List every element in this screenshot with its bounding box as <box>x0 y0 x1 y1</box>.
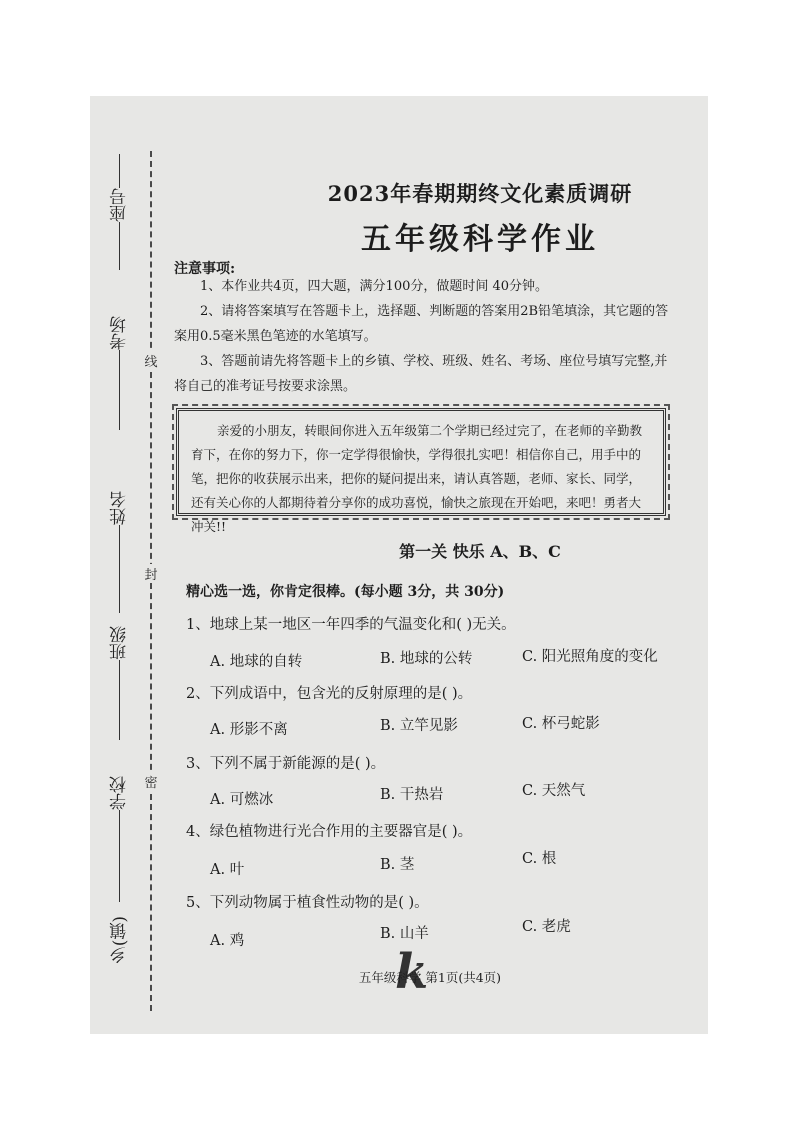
school-field <box>104 776 134 902</box>
question-2-option-a: A. 形影不离 <box>210 722 288 738</box>
seat-number-field <box>104 154 134 270</box>
question-5-option-a: A. 鸡 <box>210 933 245 949</box>
notice-item-2: 2、请将答案填写在答题卡上，选择题、判断题的答案用2B铅笔填涂，其它题的答案用0.5毫米黑色笔迹的水笔填写。 <box>174 304 669 344</box>
question-3-option-a: A. 可燃冰 <box>210 792 274 808</box>
question-1-option-c: C. 阳光照角度的变化 <box>522 649 658 665</box>
question-1: 1、地球上某一地区一年四季的气温变化和( )无关。 <box>186 617 516 633</box>
field-label: 考场 <box>109 316 130 350</box>
question-5-option-b: B. 山羊 <box>380 926 429 942</box>
binding-mark-seal: 封 <box>142 564 160 583</box>
exam-title: 2023年春期期终文化素质调研 <box>327 181 633 206</box>
question-5: 5、下列动物属于植食性动物的是( )。 <box>186 895 429 911</box>
question-3-option-b: B. 干热岩 <box>380 787 444 803</box>
section-title: 第一关 快乐 A、B、C <box>399 542 561 561</box>
township-field <box>104 916 134 963</box>
page-footer: 五年级科学 第1页(共4页) <box>358 970 502 985</box>
question-4-option-c: C. 根 <box>522 851 557 867</box>
question-2-option-c: C. 杯弓蛇影 <box>522 716 600 732</box>
question-1-option-a: A. 地球的自转 <box>210 654 303 670</box>
binding-mark-line: 线 <box>142 351 160 370</box>
greeting-box: 亲爱的小朋友，转眼间你进入五年级第二个学期已经过完了，在老师的辛勤教育下，在你的努力下，你一定学得很愉快，学得很扎实吧！相信你自己，用手中的笔，把你的收获展示出来，把你的疑问提出来，请认真答题，老师、家长、同学，还有关心你的人都期待着分享你的成功喜悦，愉快之旅现在开始吧，来吧！勇者大冲关!! <box>176 408 666 516</box>
name-field <box>104 491 134 613</box>
exam-page <box>90 96 708 1034</box>
question-2: 2、下列成语中，包含光的反射原理的是( )。 <box>186 686 473 702</box>
question-4-option-b: B. 茎 <box>380 857 415 873</box>
notice-item-3: 3、答题前请先将答题卡上的乡镇、学校、班级、姓名、考场、座位号填写完整,并将自己的准考证号按要求涂黑。 <box>174 354 668 394</box>
field-label: 学校 <box>109 776 130 810</box>
question-4-option-a: A. 叶 <box>210 862 245 878</box>
question-4: 4、绿色植物进行光合作用的主要器官是( )。 <box>186 824 473 840</box>
section-instruction: 精心选一选，你肯定很棒。(每小题 3分，共 30分) <box>186 584 505 600</box>
field-label: 座号 <box>109 188 130 222</box>
question-2-option-b: B. 立竿见影 <box>380 718 458 734</box>
question-3-option-c: C. 天然气 <box>522 783 586 799</box>
question-1-option-b: B. 地球的公转 <box>380 651 473 667</box>
binding-mark-secret: 密 <box>142 772 160 791</box>
notice-heading: 注意事项: <box>174 261 236 277</box>
field-label: 班级 <box>109 626 130 660</box>
question-5-option-c: C. 老虎 <box>522 919 571 935</box>
question-3: 3、下列不属于新能源的是( )。 <box>186 756 386 772</box>
watermark-k-icon: k <box>395 944 429 1000</box>
class-field <box>104 626 134 740</box>
field-label: 乡(镇) <box>109 916 130 964</box>
exam-room-field <box>104 316 134 430</box>
exam-subtitle: 五年级科学作业 <box>361 222 599 257</box>
field-label: 姓名 <box>109 491 130 525</box>
notice-item-1: 1、本作业共4页，四大题，满分100分，做题时间 40分钟。 <box>200 279 549 294</box>
